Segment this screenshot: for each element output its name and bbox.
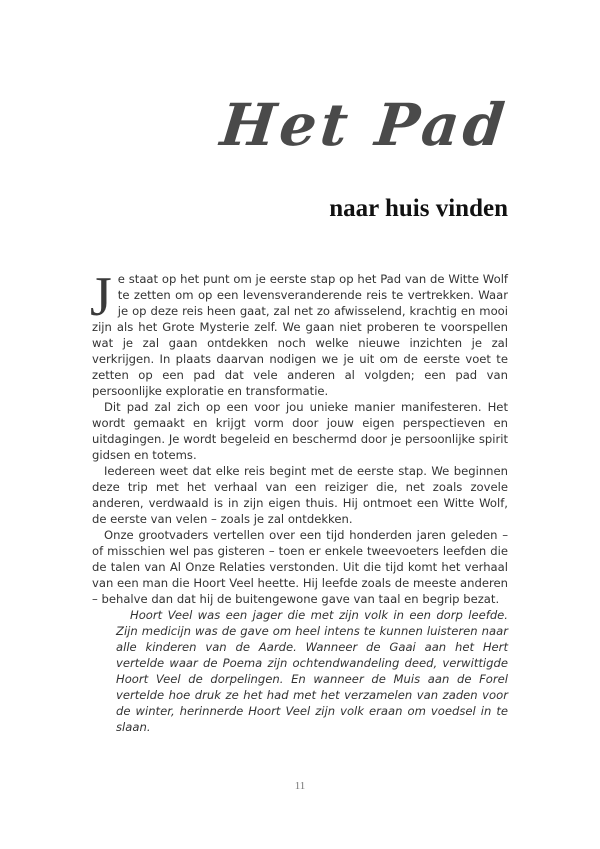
drop-cap: J <box>90 266 112 328</box>
paragraph-1-text: e staat op het punt om je eerste stap op het Pad van de Witte Wolf te zetten om op een levensveranderende reis te vertrekken. Waar je op deze reis heen gaat, zal net zo afwisselend, krachtig en mooi zijn als het Grote Mysterie zelf. We gaan niet proberen te voorspellen wat je zal gaan ontdekken noch welke nieuwe inzichten je zal verkrijgen. In plaats daarvan nodigen we je uit om de eerste voet te zetten op een pad dat vele anderen al volgden; een pad van persoonlijke exploratie en transformatie. <box>92 272 508 398</box>
paragraph-3: Iedereen weet dat elke reis begint met de eerste stap. We beginnen deze trip met het verhaal van een reiziger die, net zoals zovele anderen, verdwaald is in zijn eigen thuis. Hij ontmoet een Witte Wolf, de eerste van velen – zoals je zal ontdekken. <box>92 464 508 526</box>
paragraph-1 <box>90 266 508 399</box>
paragraph-4: Onze grootvaders vertellen over een tijd honderden jaren geleden – of misschien wel pas gisteren – toen er enkele tweevoeters leefden die de talen van Al Onze Relaties verstonden. Uit die tijd komt het verhaal van een man die Hoort Veel heette. Hij leefde zoals de meeste anderen – behalve dan dat hij de buitengewone gave van taal en begrip bezat. <box>92 528 508 606</box>
paragraph-2: Dit pad zal zich op een voor jou unieke manier manifesteren. Het wordt gemaakt en krijgt vorm door jouw eigen perspectieven en uitdagingen. Je wordt begeleid en beschermd door je persoonlijke spirit gidsen en totems. <box>92 400 508 462</box>
story-quote <box>116 607 508 735</box>
chapter-subtitle: naar huis vinden <box>329 195 508 222</box>
chapter-title: Het Pad <box>217 91 512 159</box>
body-text <box>90 266 508 735</box>
story-paragraph: Hoort Veel was een jager die met zijn volk in een dorp leefde. Zijn medicijn was de gave om heel intens te kunnen luisteren naar alle kinderen van de Aarde. Wanneer de Gaai aan het Hert vertelde waar de Poema zijn ochtendwandeling deed, verwittigde Hoort Veel de dorpelingen. En wanneer de Muis aan de Forel vertelde hoe druk ze het had met het verzamelen van zaden voor de winter, herinnerde Hoort Veel zijn volk eraan om voedsel in te slaan. <box>116 608 508 734</box>
page-number: 11 <box>294 780 306 792</box>
